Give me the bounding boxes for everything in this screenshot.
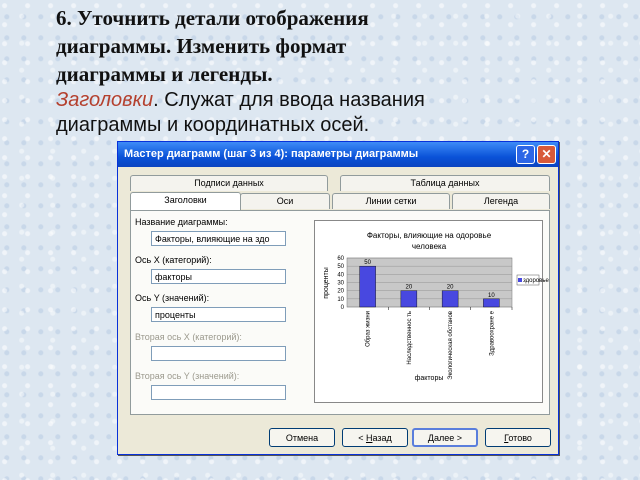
bar-value-label: 20 [405,284,413,291]
y-tick-label: 40 [337,272,344,279]
x-axis-input[interactable]: факторы [151,269,286,284]
y-tick-label: 30 [337,280,344,287]
chart-title-line-1: Факторы, влияющие на одоровье [366,231,492,240]
x2-axis-label: Вторая ось X (категорий): [135,332,242,342]
finish-rest: отово [508,433,532,443]
tab-titles[interactable]: Заголовки [130,192,241,210]
y2-axis-label: Вторая ось Y (значений): [135,371,240,381]
tab-gridlines[interactable]: Линии сетки [332,193,450,209]
x2-axis-input[interactable] [151,346,286,361]
tab-data-labels[interactable]: Подписи данных [130,175,328,191]
next-hotkey: Д [427,433,435,443]
chart-title-line-2: человека [411,242,447,251]
legend-swatch [518,278,522,282]
close-icon[interactable]: ✕ [537,145,556,164]
chart-svg [315,221,549,402]
titles-panel [130,210,550,415]
next-rest: алее > [434,433,463,443]
slide-heading-line-1: 6. Уточнить детали отображения [56,6,369,30]
tab-data-table[interactable]: Таблица данных [340,175,550,191]
help-icon[interactable]: ? [516,145,535,164]
bar-value-label: 50 [364,260,371,267]
back-button[interactable] [342,428,408,447]
body-rest: . Служат для ввода названия [153,89,425,111]
chart-title-input[interactable]: Факторы, влияющие на здо [151,231,286,246]
bar [401,291,417,307]
back-rest: азад [372,433,392,443]
slide-heading-line-2: диаграммы. Изменить формат [56,34,347,58]
next-button[interactable] [412,428,478,447]
bar [360,266,376,307]
chart-title-label: Название диаграммы: [135,217,228,227]
slide-body-line-2: диаграммы и координатных осей. [56,114,370,136]
slide-text [56,4,616,138]
bar [483,299,499,307]
tab-axes[interactable]: Оси [240,193,330,209]
dialog-title: Мастер диаграмм (шаг 3 из 4): параметры диаграммы [124,148,419,160]
y-tick-label: 10 [337,296,344,303]
finish-hotkey: Г [504,433,509,443]
dialog-titlebar[interactable] [118,142,558,167]
chart-wizard-dialog [117,141,559,455]
x-category-label: Экологическая обстанов [448,311,455,380]
x-labels [366,307,512,380]
slide-body-line-1 [56,88,616,113]
y-axis-label: Ось Y (значений): [135,293,210,303]
x-category-label: Образ жизни [365,311,372,347]
bar-value-label: 20 [446,284,454,291]
x-category-label: Наследственнос ть [406,311,413,365]
x-category-label: Здравоохране е [489,311,496,356]
back-hotkey: Н [365,433,373,443]
y-tick-label: 0 [340,305,344,311]
tab-legend[interactable]: Легенда [452,193,550,209]
bar-value-label: 10 [488,292,495,299]
x-axis-title: факторы [414,375,444,382]
y2-axis-input[interactable] [151,385,286,400]
x-axis-label: Ось X (категорий): [135,255,212,265]
y-axis-title: проценты [323,267,330,299]
bar [442,291,458,307]
legend-label: здоровье [523,278,549,284]
y-axis-input[interactable]: проценты [151,307,286,322]
cancel-button[interactable]: Отмена [269,428,335,447]
y-tick-label: 60 [337,256,344,262]
back-prefix: < [358,433,366,443]
chart-preview [314,220,549,403]
slide-heading-line-3: диаграммы и легенды. [56,62,273,86]
accent-term: Заголовки [56,89,154,111]
y-ticks [337,256,344,311]
finish-button[interactable] [485,428,551,447]
y-tick-label: 50 [337,264,344,271]
y-tick-label: 20 [337,288,344,295]
